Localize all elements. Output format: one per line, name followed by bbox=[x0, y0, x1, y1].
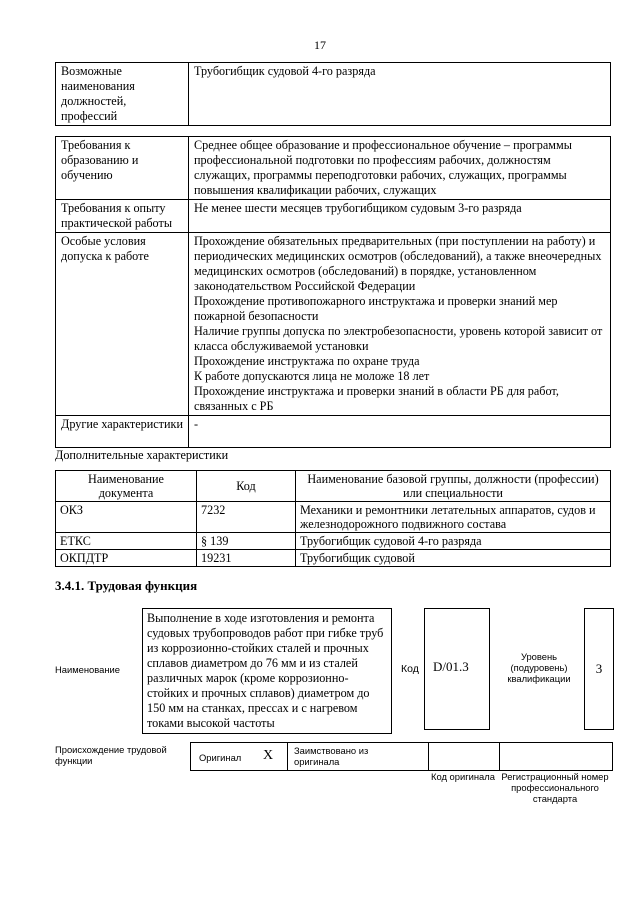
code-original-box bbox=[428, 742, 500, 771]
original-mark: X bbox=[263, 748, 274, 763]
admission-label: Особые условия допуска к работе bbox=[56, 233, 189, 416]
table-row bbox=[56, 502, 611, 533]
header-name: Наименование базовой группы, должности (профессии) или специальности bbox=[296, 471, 611, 502]
origin-label: Происхождение трудовой функции bbox=[55, 744, 167, 766]
row-name: Механики и ремонтники летательных аппаратов, судов и железнодорожного подвижного состава bbox=[296, 502, 611, 533]
additional-title: Дополнительные характеристики bbox=[55, 448, 229, 462]
function-code-value: D/01.3 bbox=[433, 659, 469, 674]
experience-value: Не менее шести месяцев трубогибщиком судовым 3-го разряда bbox=[189, 200, 611, 233]
additional-table bbox=[55, 470, 611, 567]
header-code: Код bbox=[197, 471, 296, 502]
education-value: Среднее общее образование и профессиональное обучение – программы профессиональной подготовки по профессиям рабочих, должностям служащих, программы переподготовки рабочих, служащих, программы повышения квалификации рабочих, служащих bbox=[189, 137, 611, 200]
row-doc: ОКЗ bbox=[56, 502, 197, 533]
original-label: Оригинал bbox=[199, 752, 242, 763]
row-code: 7232 bbox=[197, 502, 296, 533]
table-row bbox=[56, 550, 611, 567]
positions-value: Трубогибщик судовой 4-го разряда bbox=[189, 63, 611, 126]
positions-label: Возможные наименования должностей, профессий bbox=[56, 63, 189, 126]
experience-label: Требования к опыту практической работы bbox=[56, 200, 189, 233]
row-name: Трубогибщик судовой bbox=[296, 550, 611, 567]
row-code: § 139 bbox=[197, 533, 296, 550]
borrowed-label: Заимствовано из оригинала bbox=[294, 745, 369, 767]
other-value: - bbox=[189, 416, 611, 448]
reg-number-label: Регистрационный номер профессионального стандарта bbox=[501, 771, 609, 804]
function-title: 3.4.1. Трудовая функция bbox=[55, 578, 198, 593]
other-label: Другие характеристики bbox=[56, 416, 189, 448]
table-row bbox=[56, 533, 611, 550]
education-label: Требования к образованию и обучению bbox=[56, 137, 189, 200]
level-value: 3 bbox=[595, 661, 603, 676]
function-code-label: Код bbox=[401, 663, 419, 675]
code-original-label: Код оригинала bbox=[431, 771, 495, 782]
original-box bbox=[190, 742, 288, 771]
header-doc: Наименование документа bbox=[56, 471, 197, 502]
positions-table bbox=[55, 62, 611, 126]
function-code-box bbox=[424, 608, 490, 730]
function-name-value: Выполнение в ходе изготовления и ремонта судовых трубопроводов работ при гибке труб из коррозионно-стойких сталей и прочных сплавов диаметром до 76 мм и из сталей различных марок (кроме коррозионно-стойких и прочных сплавов) диаметром до 150 мм на станках, прессах и с нагревом токами высокой частоты bbox=[142, 608, 392, 734]
row-name: Трубогибщик судовой 4-го разряда bbox=[296, 533, 611, 550]
admission-value: Прохождение обязательных предварительных (при поступлении на работу) и периодических медицинских осмотров (обследований), а также внеочередных медицинских осмотров (обследований) в порядке, установленном законодательством Российской Федерации Прохождение противопожарного инструктажа и проверки знаний мер пожарной безопасности Наличие группы допуска по электробезопасности, уровень которой зависит от класса обслуживаемой установки Прохождение инструктажа по охране труда К работе допускаются лица не моложе 18 лет Прохождение инструктажа и проверки знаний в области РБ для работ, связанных с РБ bbox=[189, 233, 611, 416]
borrowed-box bbox=[287, 742, 429, 771]
row-doc: ОКПДТР bbox=[56, 550, 197, 567]
row-code: 19231 bbox=[197, 550, 296, 567]
requirements-table bbox=[55, 136, 611, 448]
level-label: Уровень (подуровень) квалификации bbox=[507, 651, 571, 684]
reg-number-box bbox=[499, 742, 613, 771]
row-doc: ЕТКС bbox=[56, 533, 197, 550]
page-number: 17 bbox=[314, 38, 326, 52]
function-name-label: Наименование bbox=[55, 664, 120, 675]
level-box bbox=[584, 608, 614, 730]
